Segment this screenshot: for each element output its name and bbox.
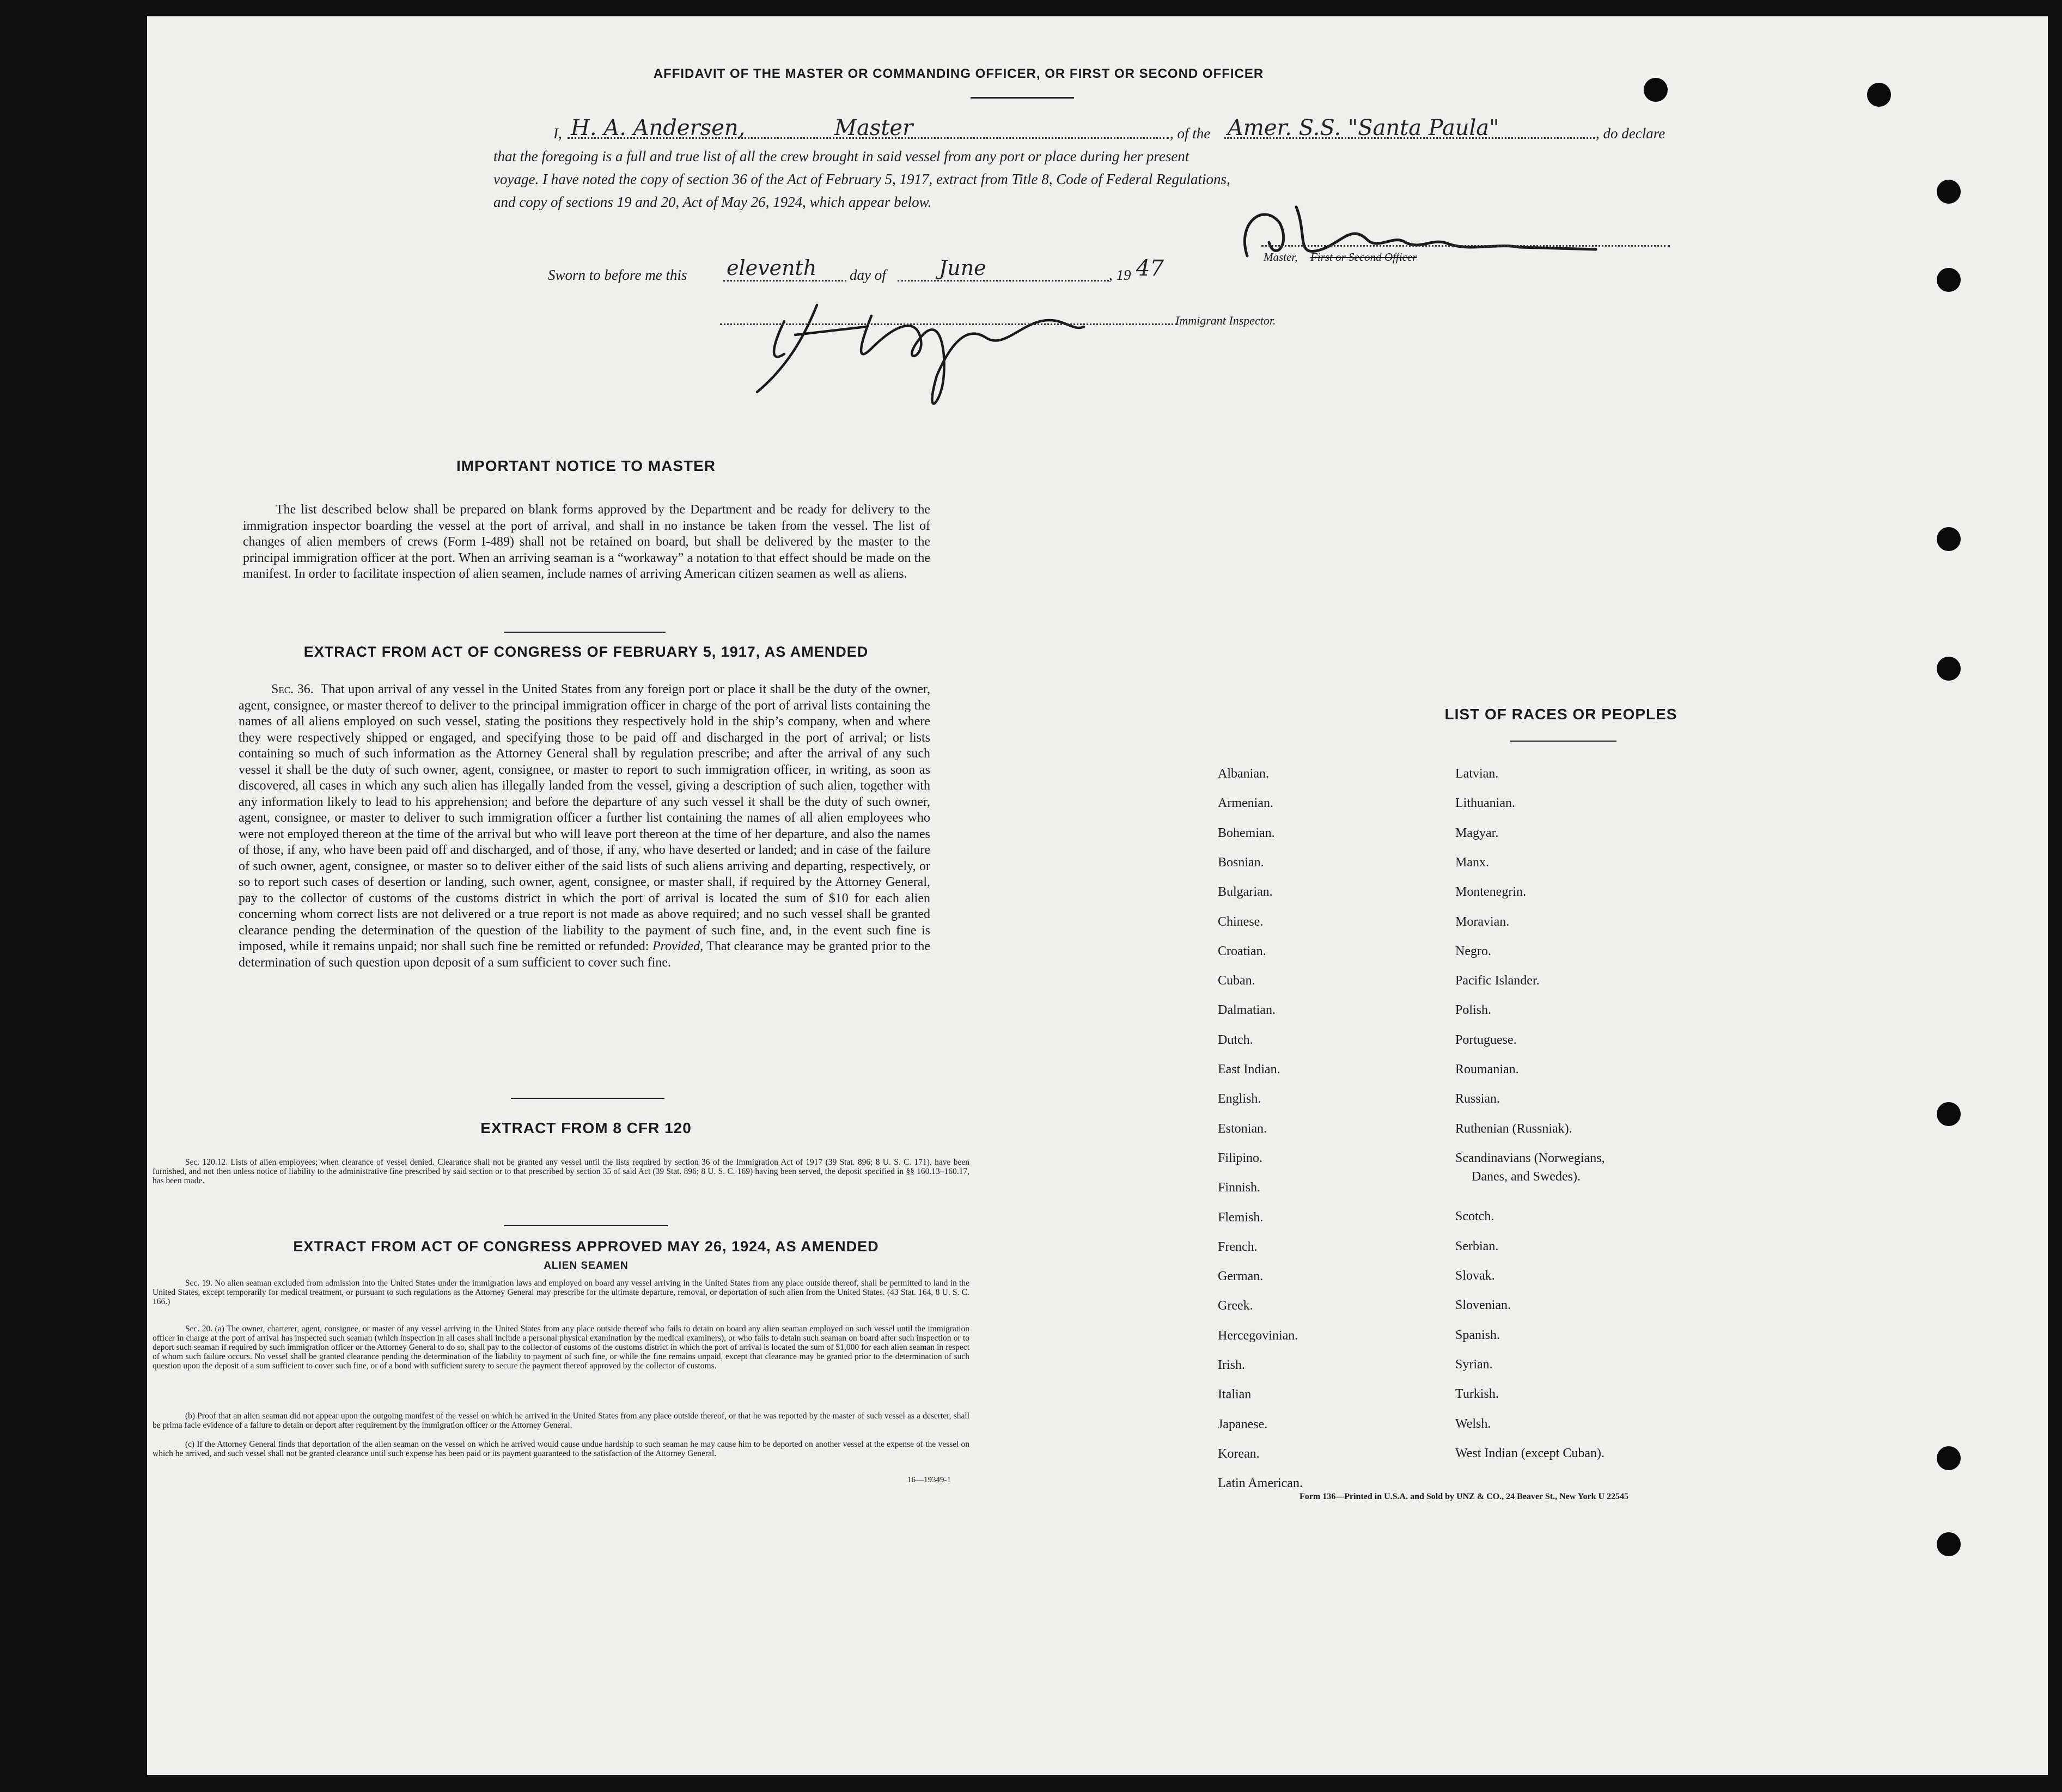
vessel-name-handwritten: Amer. S.S. "Santa Paula" — [1228, 115, 1499, 140]
notice-heading: IMPORTANT NOTICE TO MASTER — [456, 457, 716, 474]
race-item: Bulgarian. — [1218, 885, 1273, 900]
sworn-day-of: day of — [850, 267, 886, 283]
race-item: Korean. — [1218, 1446, 1260, 1461]
affidavit-pre-name: I, — [553, 125, 562, 142]
race-item: Portuguese. — [1455, 1032, 1517, 1047]
race-item: Negro. — [1455, 944, 1491, 958]
race-item: Dutch. — [1218, 1032, 1253, 1047]
title-rule — [971, 97, 1074, 99]
affidavit-title: AFFIDAVIT OF THE MASTER OR COMMANDING OFFICER, OR FIRST OR SECOND OFFICER — [653, 66, 1264, 81]
race-item: Bohemian. — [1218, 825, 1275, 840]
race-item: English. — [1218, 1092, 1261, 1106]
race-item: Syrian. — [1455, 1357, 1493, 1372]
race-item: Hercegovinian. — [1218, 1328, 1298, 1343]
master-signature-line — [1261, 245, 1670, 247]
sec-19-text: Sec. 19. No alien seaman excluded from admission into the United States under the immigration laws and employed on board any vessel arriving in the United States from any place outside thereof, shall be permitted to land in the United States, except temporarily for medical treatment, or pursuant to such regulations as the Attorney General may prescribe for the ultimate departure, removal, or deportation of such alien from the United States. (43 Stat. 164, 8 U. S. C. 166.) — [152, 1279, 969, 1306]
officer-caption-struck: First or Second Officer — [1310, 250, 1417, 264]
sworn-year-prefix: , 19 — [1109, 267, 1131, 283]
affidavit-of-the: , of the — [1170, 125, 1211, 142]
sec-20a-text: Sec. 20. (a) The owner, charterer, agent, consignee, or master of any vessel arriving in the United States from any place outside thereof who fails to detain on board any alien seaman employed on such vessel until the immigration officer in charge at the port of arrival has inspected such seaman (which inspection in all cases shall include a personal physical examination by the medical examiners), or who fails to detain such seaman on board after such inspection or to deport such seaman if required by such immigration officer or the Attorney General to do so, shall pay to the collector of customs of the customs district in which the port of arrival is located the sum of $1,000 for each alien seaman in respect of whom such failure occurs. No vessel shall be granted clearance pending the determination of the liability to payment of such fine, or while the fine remains unpaid, except that clearance may be granted prior to the determination of such question upon the deposit of a sum sufficient to cover such fine, or of a bond with sufficient surety to secure the payment thereof approved by the collector of customs. — [152, 1324, 969, 1371]
document-page — [147, 16, 2048, 1775]
extract-1917-text — [239, 682, 930, 971]
race-item: Bosnian. — [1218, 855, 1264, 870]
race-item: Flemish. — [1218, 1210, 1264, 1225]
binder-hole — [1644, 78, 1668, 102]
sworn-day-handwritten: eleventh — [727, 256, 817, 280]
race-item: Pacific Islander. — [1455, 974, 1540, 988]
binder-hole — [1937, 657, 1961, 681]
race-item: Welsh. — [1455, 1416, 1491, 1431]
race-item: Italian — [1218, 1387, 1252, 1402]
race-item: Dalmatian. — [1218, 1003, 1276, 1018]
race-item: Slovenian. — [1455, 1298, 1511, 1313]
race-item: Montenegrin. — [1455, 885, 1526, 900]
sec-36-provided: Provided, — [652, 939, 704, 953]
binder-hole — [1937, 1102, 1961, 1126]
race-item: East Indian. — [1218, 1062, 1280, 1077]
form-number: 16—19349-1 — [907, 1476, 951, 1484]
notice-rule — [504, 632, 666, 633]
rank-handwritten: Master — [834, 115, 913, 140]
inspector-signature-line — [720, 323, 1178, 325]
race-item: Latvian. — [1455, 767, 1499, 781]
sec-36-end: That clearance may be granted prior to the determination of such question upon deposit of a sum sufficient to cover such fine. — [239, 939, 930, 970]
printer-imprint: Form 136—Printed in U.S.A. and Sold by UNZ & CO., 24 Beaver St., New York U 22545 — [1300, 1492, 1629, 1501]
race-item: Irish. — [1218, 1358, 1245, 1372]
binder-hole — [1937, 1446, 1961, 1470]
race-item: Magyar. — [1455, 825, 1499, 840]
race-item: Scandinavians (Norwegians, — [1455, 1151, 1605, 1165]
sec-36-body: That upon arrival of any vessel in the United States from any foreign port or place it shall be the duty of the owner, agent, consignee, or master thereof to deliver to the principal immigration officer in charge of the port of arrival lists containing the names of all aliens employed on such vessel, stating the positions they respectively hold in the ship’s company, when and where they were respectively shipped or engaged, and specifying those to be paid off and discharged in the port of arrival; or lists containing so much of such information as the Attorney General shall by regulation prescribe; and after the arrival of any such vessel it shall be the duty of such owner, agent, consignee, or master to report to such immigration officer, in writing, as soon as discovered, all cases in which any such alien has illegally landed from the vessel, giving a description of such alien, together with any information likely to lead to his apprehension; and before the departure of any such vessel it shall be the duty of such owner, agent, consignee, or master to deliver to such immigration officer a further list containing the names of all alien employees who were not employed thereon at the time of the arrival but who will leave port thereon at the time of her departure, and also the names of those, if any, who have been paid off and discharged, and of those, if any, who have deserted or landed; and in case of the failure of such owner, agent, consignee, or master so to deliver either of the said lists of such aliens arriving and departing, respectively, or so to report such cases of desertion or landing, such owner, agent, consignee, or master shall, if required by the Attorney General, pay to the collector of customs of the customs district in which the port of arrival is located the sum of $10 for each alien concerning whom correct lists are not delivered or a true report is not made as above required; and no such vessel shall be granted clearance pending the determination of the question of the liability to the payment of such fine, and, in the event such fine is imposed, while it remains unpaid; nor shall such fine be remitted or refunded: — [239, 682, 931, 953]
races-heading: LIST OF RACES OR PEOPLES — [1444, 706, 1677, 723]
race-item: Manx. — [1455, 855, 1489, 870]
cfr-heading: EXTRACT FROM 8 CFR 120 — [480, 1120, 692, 1136]
sworn-year-handwritten: 47 — [1136, 256, 1164, 281]
race-item: Croatian. — [1218, 944, 1266, 958]
race-item: Armenian. — [1218, 796, 1273, 811]
affidavit-line-3: voyage. I have noted the copy of section 36 of the Act of February 5, 1917, extract from Title 8, Code of Federal Regulations, — [493, 171, 1230, 187]
race-item: Japanese. — [1218, 1417, 1268, 1432]
race-item: Russian. — [1455, 1092, 1500, 1106]
race-item: Polish. — [1455, 1003, 1492, 1018]
extract-1917-rule — [511, 1098, 664, 1099]
race-item: Filipino. — [1218, 1151, 1263, 1165]
extract-1924-heading: EXTRACT FROM ACT OF CONGRESS APPROVED MAY 26, 1924, AS AMENDED — [293, 1238, 879, 1255]
binder-hole — [1867, 83, 1891, 107]
affidavit-do-declare: , do declare — [1596, 125, 1666, 142]
race-item: Cuban. — [1218, 974, 1255, 988]
race-item: German. — [1218, 1269, 1264, 1284]
race-item: Latin American. — [1218, 1476, 1303, 1491]
master-name-handwritten: H. A. Andersen, — [571, 115, 746, 140]
day-blank — [723, 280, 846, 282]
cfr-text: Sec. 120.12. Lists of alien employees; when clearance of vessel denied. Clearance shall not be granted any vessel until the lists required by section 36 of the Immigration Act of 1917 (39 Stat. 896; 8 U. S. C. 171), have been furnished, and not then unless notice of liability to the administrative fine prescribed by said section or to that prescribed by section 35 of said Act (39 Stat. 896; 8 U. S. C. 169) having been served, the deposit specified in §§ 160.13–160.17, has been made. — [152, 1158, 969, 1185]
races-rule — [1510, 741, 1616, 742]
race-item: French. — [1218, 1239, 1258, 1254]
binder-hole — [1937, 268, 1961, 292]
race-item: Scotch. — [1455, 1209, 1494, 1224]
binder-hole — [1937, 1532, 1961, 1556]
sworn-month-handwritten: June — [939, 256, 986, 280]
race-item: Albanian. — [1218, 767, 1269, 781]
race-item: Moravian. — [1455, 914, 1510, 929]
race-item: West Indian (except Cuban). — [1455, 1446, 1605, 1460]
sec-36-label: Sec. 36. — [271, 682, 314, 696]
race-item: Spanish. — [1455, 1328, 1500, 1342]
extract-1917-heading: EXTRACT FROM ACT OF CONGRESS OF FEBRUARY 5, 1917, AS AMENDED — [303, 644, 869, 660]
inspector-caption: Immigrant Inspector. — [1175, 314, 1276, 327]
month-blank — [898, 280, 1109, 282]
alien-seamen-subheading: ALIEN SEAMEN — [544, 1260, 629, 1271]
race-item: Chinese. — [1218, 914, 1264, 929]
race-item: Ruthenian (Russniak). — [1455, 1121, 1572, 1136]
race-item: Slovak. — [1455, 1269, 1495, 1283]
notice-text: The list described below shall be prepared on blank forms approved by the Department and be ready for delivery to the immigration inspector boarding the vessel at the port of arrival, and shall in no instance be taken from the vessel. The list of changes of alien members of crews (Form I-489) shall not be retained on board, but shall be delivered by the master to the principal immigration officer at the port. When an arriving seaman is a “workaway” a notation to that effect should be made on the manifest. In order to facilitate inspection of alien seamen, include names of arriving American citizen seamen as well as aliens. — [243, 503, 930, 581]
race-item: Greek. — [1218, 1299, 1253, 1313]
race-item: Finnish. — [1218, 1181, 1261, 1195]
race-item: Turkish. — [1455, 1387, 1499, 1402]
master-caption: Master, — [1264, 250, 1298, 264]
race-item: Estonian. — [1218, 1121, 1267, 1136]
race-item: Lithuanian. — [1455, 796, 1515, 811]
race-item: Roumanian. — [1455, 1062, 1519, 1077]
race-item: Serbian. — [1455, 1239, 1499, 1253]
inspector-signature — [735, 283, 1171, 414]
binder-hole — [1937, 180, 1961, 204]
sworn-pre: Sworn to before me this — [548, 267, 687, 283]
race-item: Danes, and Swedes). — [1472, 1169, 1581, 1184]
affidavit-line-2: that the foregoing is a full and true list of all the crew brought in said vessel from any port or place during her present — [493, 148, 1189, 164]
binder-hole — [1937, 527, 1961, 551]
sec-20b-text: (b) Proof that an alien seaman did not appear upon the outgoing manifest of the vessel on which he arrived in the United States from any place outside thereof, or that he was reported by the master of such vessel as a deserter, shall be prima facie evidence of a failure to detain or deport after requirement by the immigration officer or the Attorney General. — [152, 1411, 969, 1430]
affidavit-line-4: and copy of sections 19 and 20, Act of May 26, 1924, which appear below. — [493, 194, 932, 210]
sec-20c-text: (c) If the Attorney General finds that deportation of the alien seaman on the vessel on which he arrived would cause undue hardship to such seaman he may cause him to be deported on another vessel at the expense of the vessel on which he arrived, and such vessel shall not be granted clearance until such expense has been paid or its payment guaranteed to the satisfaction of the Attorney General. — [152, 1440, 969, 1458]
cfr-rule — [504, 1225, 668, 1226]
